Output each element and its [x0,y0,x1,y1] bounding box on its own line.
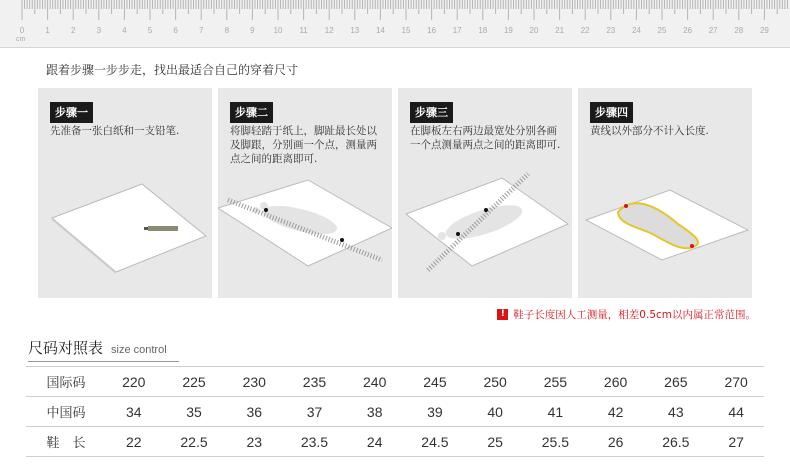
steps-panel [38,88,752,298]
size-cell: 270 [708,367,764,397]
size-cell: 40 [467,397,523,427]
size-cell: 25 [467,427,523,457]
ruler-number: 6 [173,26,178,35]
size-cell: 265 [643,367,708,397]
ruler-unit: cm [16,36,26,43]
size-cell: 245 [403,367,468,397]
size-table-heading [28,337,179,362]
ruler-number: 22 [580,26,590,35]
size-cell: 23 [226,427,282,457]
size-cell: 41 [523,397,588,427]
ruler-number: 10 [273,26,283,35]
size-cell: 25.5 [523,427,588,457]
ruler-number: 2 [70,26,76,35]
ruler-number: 24 [631,26,641,35]
size-cell: 235 [282,367,347,397]
size-row [26,427,764,457]
step-1-tag: 步骤一 [50,102,93,123]
size-cell: 250 [467,367,523,397]
ruler-number: 14 [375,26,385,35]
size-cell: 26 [588,427,644,457]
ruler-number: 21 [555,26,565,35]
ruler-number: 11 [299,26,308,35]
size-cell: 38 [347,397,403,427]
size-cell: 22 [106,427,162,457]
step-4-text: 黄线以外部分不计入长度. [590,125,709,137]
size-cell: 24.5 [403,427,468,457]
size-cell: 240 [347,367,403,397]
ruler-number: 17 [452,26,462,35]
size-cell: 34 [106,397,162,427]
ruler-number: 0 [19,26,25,35]
size-row-label: 国际码 [26,367,106,397]
ruler-number: 1 [45,26,50,35]
step-4-card [578,88,752,298]
size-cell: 24 [347,427,403,457]
ruler-number: 5 [147,26,153,35]
size-row [26,367,764,397]
size-row-label: 中国码 [26,397,106,427]
size-row [26,397,764,427]
size-cell: 220 [106,367,162,397]
size-cell: 225 [162,367,227,397]
step-3-text: 在脚板左右两边最宽处分别各画一个点测量两点之间的距离即可. [410,125,561,151]
size-cell: 42 [588,397,644,427]
step-3-card [398,88,572,298]
size-cell: 36 [226,397,282,427]
ruler-number: 29 [759,26,769,35]
ruler-number: 8 [224,26,230,35]
size-cell: 22.5 [162,427,227,457]
size-cell: 255 [523,367,588,397]
ruler-number: 23 [606,26,616,35]
ruler-number: 15 [401,26,411,35]
step-1-text: 先准备一张白纸和一支铅笔. [50,125,180,137]
step-1-card [38,88,212,298]
size-row-label: 鞋 长 [26,427,106,457]
ruler-number: 7 [198,26,204,35]
size-table [26,366,764,457]
size-cell: 43 [643,397,708,427]
ruler-number: 18 [478,26,488,35]
ruler-number: 3 [96,26,102,35]
ruler-number: 26 [683,26,693,35]
ruler-number: 27 [708,26,718,35]
ruler-number: 4 [122,26,127,35]
ruler-number: 25 [657,26,667,35]
step-2-card [218,88,392,298]
size-cell: 35 [162,397,227,427]
step-2-tag: 步骤二 [230,102,273,123]
size-cell: 39 [403,397,468,427]
measurement-note [497,307,756,322]
ruler-header [0,0,790,48]
ruler-number: 16 [427,26,437,35]
ruler-number: 20 [529,26,539,35]
step-2-text: 将脚轻踏于纸上，脚趾最长处以及脚跟，分别画一个点，测量两点之间的距离即可. [230,125,377,165]
ruler-ticks [0,0,790,48]
step-3-tag: 步骤三 [410,102,453,123]
ruler-number: 28 [734,26,744,35]
size-cell: 27 [708,427,764,457]
size-cell: 37 [282,397,347,427]
size-cell: 23.5 [282,427,347,457]
size-cell: 44 [708,397,764,427]
size-cell: 230 [226,367,282,397]
size-table-subtitle: size control [111,344,167,356]
warning-icon: ! [497,309,508,320]
ruler-number: 9 [250,26,255,35]
ruler-number: 13 [350,26,360,35]
step-4-tag: 步骤四 [590,102,633,123]
size-table-title: 尺码对照表 [28,339,104,357]
note-text: 鞋子长度因人工测量，相差0.5cm以内属正常范围。 [513,309,756,321]
ruler-number: 12 [324,26,334,35]
size-cell: 260 [588,367,644,397]
ruler-number: 19 [503,26,513,35]
measure-intro: 跟着步骤一步步走，找出最适合自己的穿着尺寸 [46,63,299,77]
size-cell: 26.5 [643,427,708,457]
